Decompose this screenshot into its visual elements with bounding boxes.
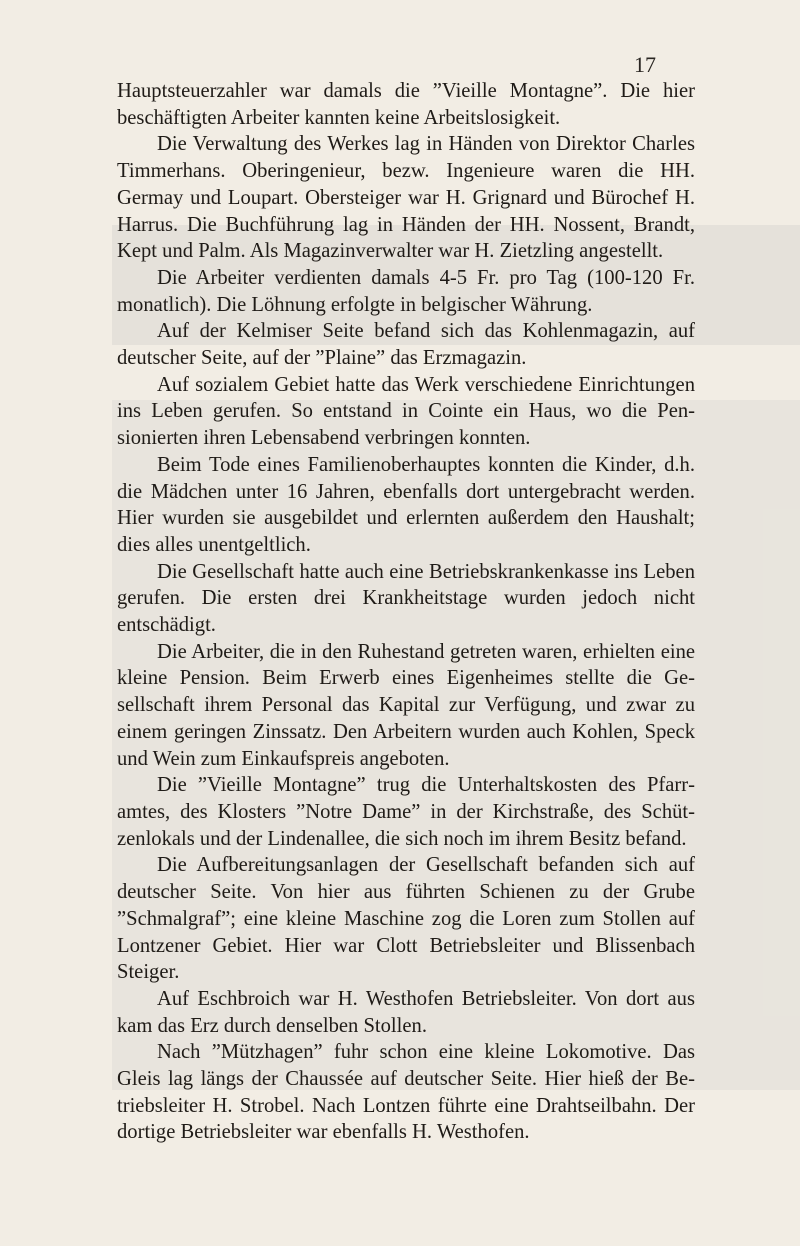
paragraph: Auf Eschbroich war H. Westhofen Betriebsleiter. Von dort aus kam das Erz durch denselben Stollen. [117, 987, 695, 1037]
page-number: 17 [634, 52, 656, 77]
paragraph: Auf der Kelmiser Seite befand sich das Kohlenmagazin, auf deutscher Seite, auf der ”Plaine” das Erzmagazin. [117, 320, 695, 370]
paragraph: Die Arbeiter verdienten damals 4-5 Fr. pro Tag (100-120 Fr. monatlich). Die Löhnung erfolgte in belgischer Währung. [117, 266, 695, 316]
paragraph: Hauptsteuerzahler war damals die ”Vieille Montagne”. Die hier beschäftigten Arbeiter kannten keine Arbeitslosigkeit. [117, 80, 695, 129]
paragraph: Die Aufbereitungsanlagen der Gesellschaft befanden sich auf deutscher Seite. Von hier aus führten Schienen zu der Grube ”Schmalgraf”; eine kleine Maschine zog die Loren zum Stollen auf Lontzener Gebiet. Hier war Clott Betriebsleiter und Blissenbach Steiger. [117, 854, 695, 984]
paragraph: Die Arbeiter, die in den Ruhestand getreten waren, erhielten eine kleine Pension. Beim Erwerb eines Eigenheimes stellte die Gesellschaft ihrem Personal das Kapital zur Verfügung, und zwar zu einem geringen Zinssatz. Den Arbeitern wurden auch Kohlen, Speck und Wein zum Einkaufspreis angeboten. [117, 640, 695, 770]
paragraph: Nach ”Mützhagen” fuhr schon eine kleine Lokomotive. Das Gleis lag längs der Chaussée auf deutscher Seite. Hier hieß der Betriebsleiter H. Strobel. Nach Lontzen führte eine Drahtseilbahn. Der dortige Betriebsleiter war ebenfalls H. Westhofen. [117, 1041, 695, 1144]
paragraph: Die ”Vieille Montagne” trug die Unterhaltskosten des Pfarramtes, des Klosters ”Notre Dame” in der Kirchstraße, des Schützenlokals und der Lindenallee, die sich noch im ihrem Besitz befand. [117, 774, 695, 850]
paragraph: Die Gesellschaft hatte auch eine Betriebskrankenkasse ins Leben gerufen. Die ersten drei Krankheitstage wurden jedoch nicht entschädigt. [117, 560, 695, 637]
paragraph: Die Verwaltung des Werkes lag in Händen von Direktor Charles Timmerhans. Oberingenieur, bezw. Ingenieure waren die HH. Germay und Loupart. Obersteiger war H. Grignard und Bürochef H. Harrus. Die Buchführung lag in Händen der HH. Nossent, Brandt, Kept und Palm. Als Magazinverwalter war H. Zietzling angestellt. [117, 133, 695, 263]
body-text [117, 78, 695, 1146]
paragraph: Auf sozialem Gebiet hatte das Werk verschiedene Einrichtungen ins Leben gerufen. So entstand in Cointe ein Haus, wo die Pensionierten ihren Lebensabend verbringen konnten. [117, 373, 695, 450]
paragraph: Beim Tode eines Familienoberhauptes konnten die Kinder, d.h. die Mädchen unter 16 Jahren, ebenfalls dort untergebracht werden. Hier wurden sie ausgebildet und erlernten außerdem den Haushalt; dies alles unentgeltlich. [117, 453, 695, 556]
